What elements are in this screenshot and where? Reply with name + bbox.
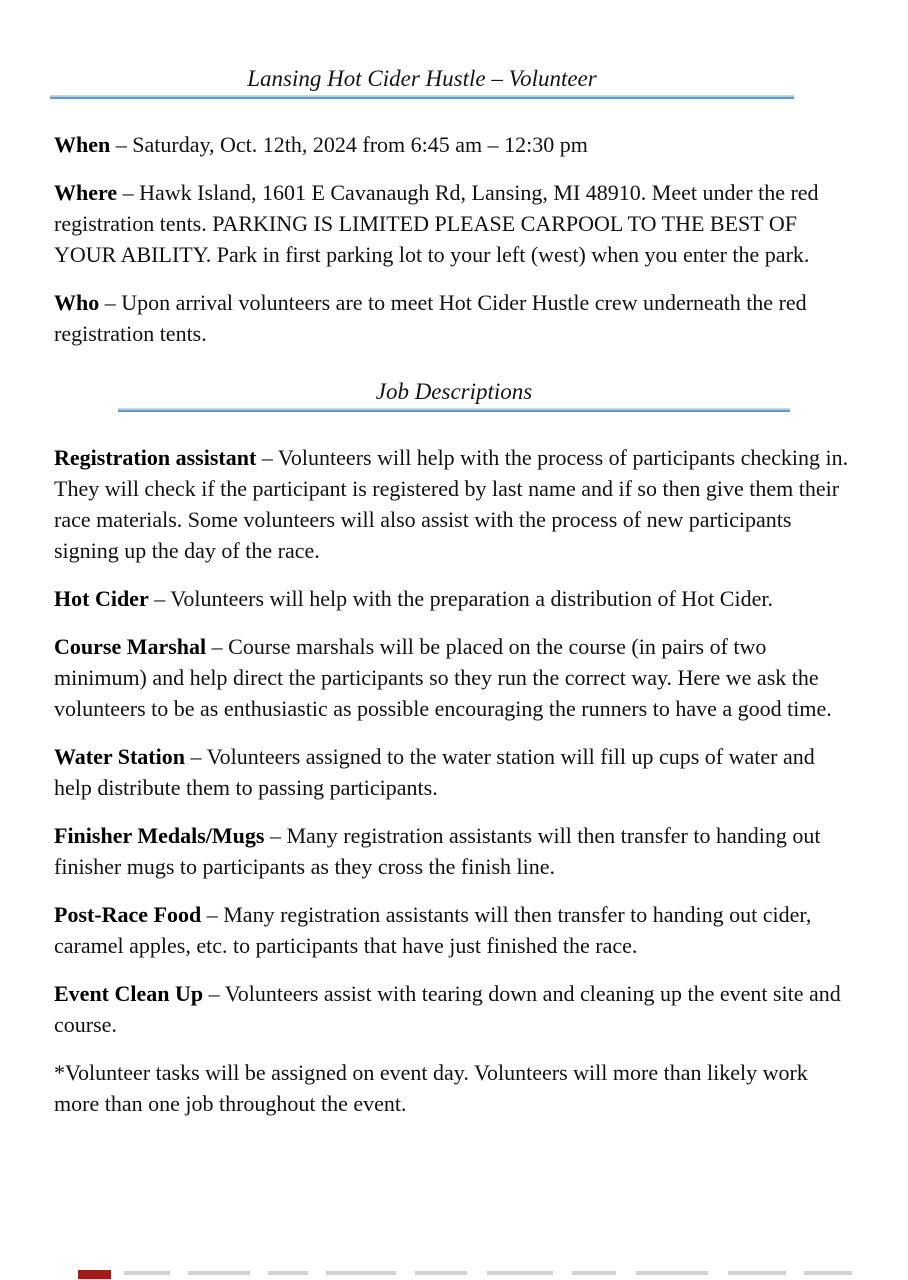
clipped-text-fragment: [572, 1271, 616, 1275]
job-descriptions-underline-rule: [118, 408, 790, 412]
clipped-text-fragment: [326, 1271, 396, 1275]
job-paragraph-event-clean-up: [54, 978, 851, 1040]
title-underline-rule: [50, 95, 794, 99]
document-title-block: [50, 64, 794, 99]
clipped-text-fragment: [804, 1271, 852, 1275]
job-paragraph-water-station: [54, 741, 851, 803]
clipped-text-fragment: [268, 1271, 308, 1275]
footnote-paragraph: [54, 1057, 851, 1119]
info-paragraph-where: [54, 177, 851, 270]
job-text-finisher-medals-mugs: – Many registration assistants will then transfer to handing out finisher mugs to participants as they cross the finish line.: [54, 823, 821, 879]
info-label-where: Where: [54, 180, 118, 205]
document-title: Lansing Hot Cider Hustle – Volunteer: [247, 66, 597, 91]
job-label-water-station: Water Station: [54, 744, 185, 769]
job-text-post-race-food: – Many registration assistants will then transfer to handing out cider, caramel apples, etc. to participants that have just finished the race.: [54, 902, 812, 958]
clipped-text-fragment: [487, 1271, 553, 1275]
clipped-red-fragment: [78, 1270, 111, 1279]
clipped-text-fragment: [124, 1271, 170, 1275]
clipped-text-fragment: [636, 1271, 708, 1275]
job-paragraph-course-marshal: [54, 631, 851, 724]
job-label-course-marshal: Course Marshal: [54, 634, 207, 659]
job-label-finisher-medals-mugs: Finisher Medals/Mugs: [54, 823, 265, 848]
job-text-event-clean-up: – Volunteers assist with tearing down and cleaning up the event site and course.: [54, 981, 841, 1037]
info-paragraph-when: [54, 129, 851, 160]
job-paragraph-hot-cider: [54, 583, 851, 614]
job-text-water-station: – Volunteers assigned to the water station will fill up cups of water and help distribute them to passing participants.: [54, 744, 815, 800]
job-paragraph-finisher-medals-mugs: [54, 820, 851, 882]
job-descriptions-heading-block: [118, 377, 790, 412]
clipped-next-line: [0, 1270, 908, 1280]
info-paragraph-who: [54, 287, 851, 349]
job-label-post-race-food: Post-Race Food: [54, 902, 202, 927]
job-text-course-marshal: – Course marshals will be placed on the course (in pairs of two minimum) and help direct the participants so they run the correct way. Here we ask the volunteers to be as enthusiastic as possible encouraging the runners to have a good time.: [54, 634, 832, 721]
job-label-registration-assistant: Registration assistant: [54, 445, 257, 470]
clipped-text-fragment: [188, 1271, 250, 1275]
info-text-when: – Saturday, Oct. 12th, 2024 from 6:45 am – 12:30 pm: [115, 132, 588, 157]
clipped-text-fragment: [415, 1271, 467, 1275]
info-label-who: Who: [54, 290, 100, 315]
job-label-event-clean-up: Event Clean Up: [54, 981, 204, 1006]
info-text-where: – Hawk Island, 1601 E Cavanaugh Rd, Lansing, MI 48910. Meet under the red registration tents. PARKING IS LIMITED PLEASE CARPOOL TO THE BEST OF YOUR ABILITY. Park in first parking lot to your left (west) when you enter the park.: [54, 180, 819, 267]
info-label-when: When: [54, 132, 111, 157]
job-text-hot-cider: – Volunteers will help with the preparation a distribution of Hot Cider.: [154, 586, 773, 611]
clipped-text-fragment: [728, 1271, 786, 1275]
footnote-text: *Volunteer tasks will be assigned on event day. Volunteers will more than likely work more than one job throughout the event.: [54, 1060, 808, 1116]
job-text-registration-assistant: – Volunteers will help with the process of participants checking in. They will check if the participant is registered by last name and if so then give them their race materials. Some volunteers will also assist with the process of new participants signing up the day of the race.: [54, 445, 849, 563]
job-label-hot-cider: Hot Cider: [54, 586, 149, 611]
job-descriptions-heading: Job Descriptions: [375, 379, 533, 404]
job-paragraph-post-race-food: [54, 899, 851, 961]
info-text-who: – Upon arrival volunteers are to meet Hot Cider Hustle crew underneath the red registration tents.: [54, 290, 807, 346]
job-paragraph-registration-assistant: [54, 442, 851, 566]
